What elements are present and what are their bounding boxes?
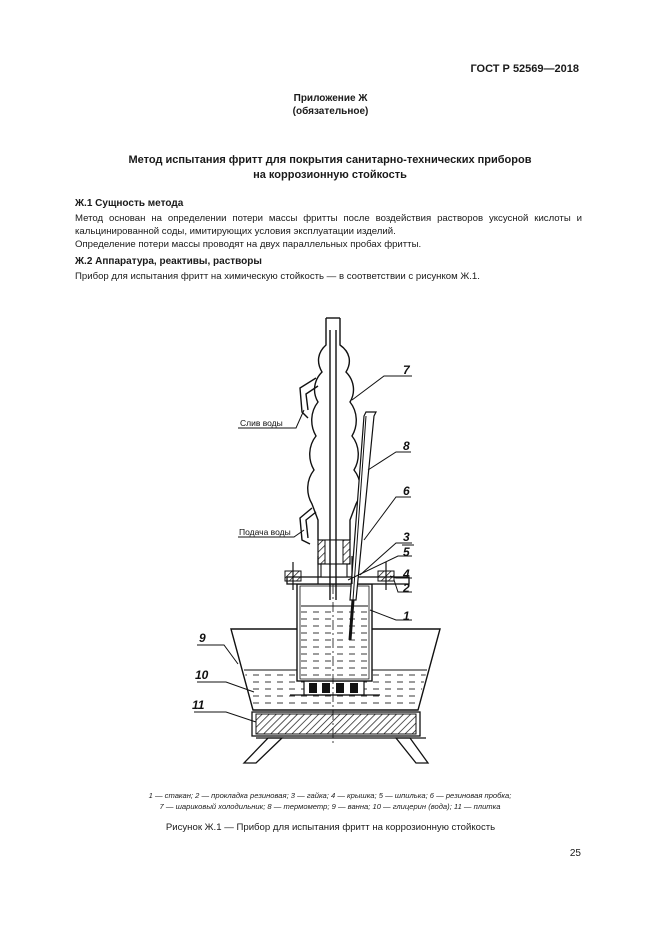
document-title-line1: Метод испытания фритт для покрытия санитарно-технических приборов bbox=[128, 154, 532, 166]
legend-line1: 1 — стакан; 2 — прокладка резиновая; 3 — гайка; 4 — крышка; 5 — шпилька; 6 — резиновая пробка; bbox=[148, 791, 512, 800]
callout-10: 10 bbox=[195, 668, 209, 682]
beaker bbox=[297, 584, 372, 681]
callout-2: 2 bbox=[403, 581, 410, 595]
callout-5: 5 bbox=[403, 545, 410, 559]
section1-paragraph2: Определение потери массы проводят на двух параллельных пробах фритты. bbox=[75, 239, 422, 250]
section1-paragraph1: Метод основан на определении потери массы фритты после воздействия растворов уксусной кислоты и кальцинированной соды, имитирующих условия эксплуатации изделий. bbox=[75, 213, 582, 237]
annex-status: (обязательное) bbox=[292, 106, 369, 117]
water-inlet-label: Подача воды bbox=[239, 527, 291, 537]
figure-caption: Рисунок Ж.1 — Прибор для испытания фритт на коррозионную стойкость bbox=[165, 822, 496, 833]
callout-8: 8 bbox=[403, 439, 410, 453]
callout-9: 9 bbox=[199, 631, 206, 645]
section2-body bbox=[75, 270, 582, 283]
plate-legs bbox=[244, 738, 428, 763]
section1-body bbox=[75, 212, 582, 251]
callout-6: 6 bbox=[403, 484, 410, 498]
document-title-line2: на коррозионную стойкость bbox=[253, 169, 407, 181]
ball-condenser bbox=[300, 318, 360, 600]
document-title bbox=[60, 153, 600, 183]
nut bbox=[318, 540, 350, 577]
section2-heading: Ж.2 Аппаратура, реактивы, растворы bbox=[75, 256, 262, 267]
standard-number: ГОСТ Р 52569—2018 bbox=[470, 63, 579, 75]
section2-paragraph1: Прибор для испытания фритт на химическую стойкость — в соответствии с рисунком Ж.1. bbox=[75, 271, 480, 282]
water-outlet-label: Слив воды bbox=[240, 418, 283, 428]
legend-line2: 7 — шариковый холодильник; 8 — термометр; 9 — ванна; 10 — глицерин (вода); 11 — плитка bbox=[159, 802, 501, 811]
callout-3: 3 bbox=[403, 530, 410, 544]
apparatus-drawing bbox=[0, 300, 661, 790]
section1-heading: Ж.1 Сущность метода bbox=[75, 198, 184, 209]
callout-7: 7 bbox=[403, 363, 410, 377]
callout-1: 1 bbox=[403, 609, 410, 623]
callout-4: 4 bbox=[403, 567, 410, 581]
page-number: 25 bbox=[569, 848, 581, 859]
callout-11: 11 bbox=[192, 698, 205, 712]
hot-plate bbox=[252, 712, 420, 736]
figure-legend bbox=[60, 790, 600, 812]
annex-title: Приложение Ж bbox=[293, 93, 368, 104]
